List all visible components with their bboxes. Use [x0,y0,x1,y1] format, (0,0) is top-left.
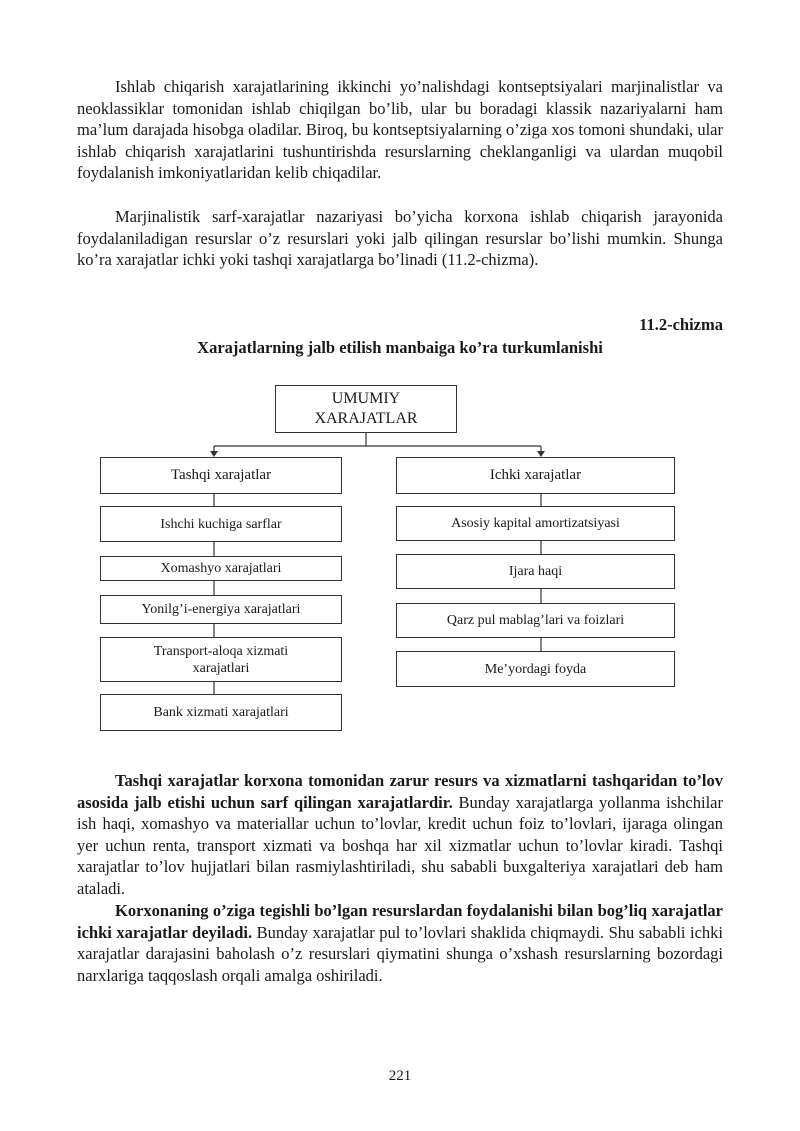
paragraph-1: Ishlab chiqarish xarajatlarining ikkinchi yo’nalishdagi kontseptsiyalari marjinalistlar va neoklassiklar tomonidan ishlab chiqilgan bo’lib, ular bu boradagi klassik nazariyalarni ham ma’lum darajada hisobga oladilar. Biroq, bu kontseptsiyalarning o’ziga xos tomoni shundaki, ular ishlab chiqarish xarajatlarini tushuntirishda resurslarning cheklanganligi va ulardan muqobil foydalanish imkoniyatlaridan kelib chiqadilar. [77,77,723,182]
paragraph-4-bold: Korxonaning o’ziga tegishli bo’lgan resurslardan foydalanishi bilan bog’liq xarajatlar ichki xarajatlar deyiladi. [77,901,723,942]
paragraph-3-rest: Bunday xarajatlarga yollanma ishchilar ish haqi, xomashyo va materiallar uchun to’lovlar, kredit uchun foiz to’lovlari, ijaraga olingan yer uchun renta, transport xizmati va boshqa har xil xizmatlar uchun to’lovlar kiradi. Tashqi xarajatlar to’lov hujjatlari bilan rasmiylashtiriladi, shu sababli buxgalteriya xarajatlari deb ham ataladi. [77,792,723,898]
right-item-3: Qarz pul mablag’lari va foizlari [396,603,675,638]
paragraph-4 [77,900,723,986]
root-line-1: UMUMIY [331,390,401,407]
figure-title: Xarajatlarning jalb etilish manbaiga ko’ra turkumlanishi [197,338,603,357]
left-head-box: Tashqi xarajatlar [100,457,342,494]
paragraph-4-rest: Bunday xarajatlar pul to’lovlari shaklida chiqmaydi. Shu sababli ichki xarajatlar darajasini baholash o’z resurslari qiymatini shunga o’xshash resurslarning bozordagi narxlariga taqqoslash orqali amalga oshiriladi. [77,922,724,985]
paragraph-3-bold: Tashqi xarajatlar korxona tomonidan zarur resurs va xizmatlarni tashqaridan to’lov asosida jalb etishi uchun sarf qilingan xarajatlardir. [77,771,723,812]
figure-number: 11.2-chizma [639,315,723,334]
paragraph-2: Marjinalistik sarf-xarajatlar nazariyasi bo’yicha korxona ishlab chiqarish jarayonida foydalaniladigan resurslar o’z resurslari yoki jalb qilingan resurslar bo’lishi mumkin. Shunga ko’ra xarajatlar ichki yoki tashqi xarajatlarga bo’linadi (11.2-chizma). [77,207,723,269]
right-item-4: Me’yordagi foyda [396,651,675,687]
left-item-5: Bank xizmati xarajatlari [100,694,342,731]
right-head-box: Ichki xarajatlar [396,457,675,494]
right-item-2: Ijara haqi [396,554,675,589]
root-box-umumiy-xarajatlar [275,385,457,433]
left-item-3: Yonilg’i-energiya xarajatlari [100,595,342,624]
root-line-2: XARAJATLAR [314,410,418,427]
paragraph-3 [77,770,723,899]
page-number: 221 [388,1068,412,1084]
right-item-1: Asosiy kapital amortizatsiyasi [396,506,675,541]
left-item-1: Ishchi kuchiga sarflar [100,506,342,542]
left-item-2: Xomashyo xarajatlari [100,556,342,581]
left-item-4: Transport-aloqa xizmati xarajatlari [100,637,342,682]
